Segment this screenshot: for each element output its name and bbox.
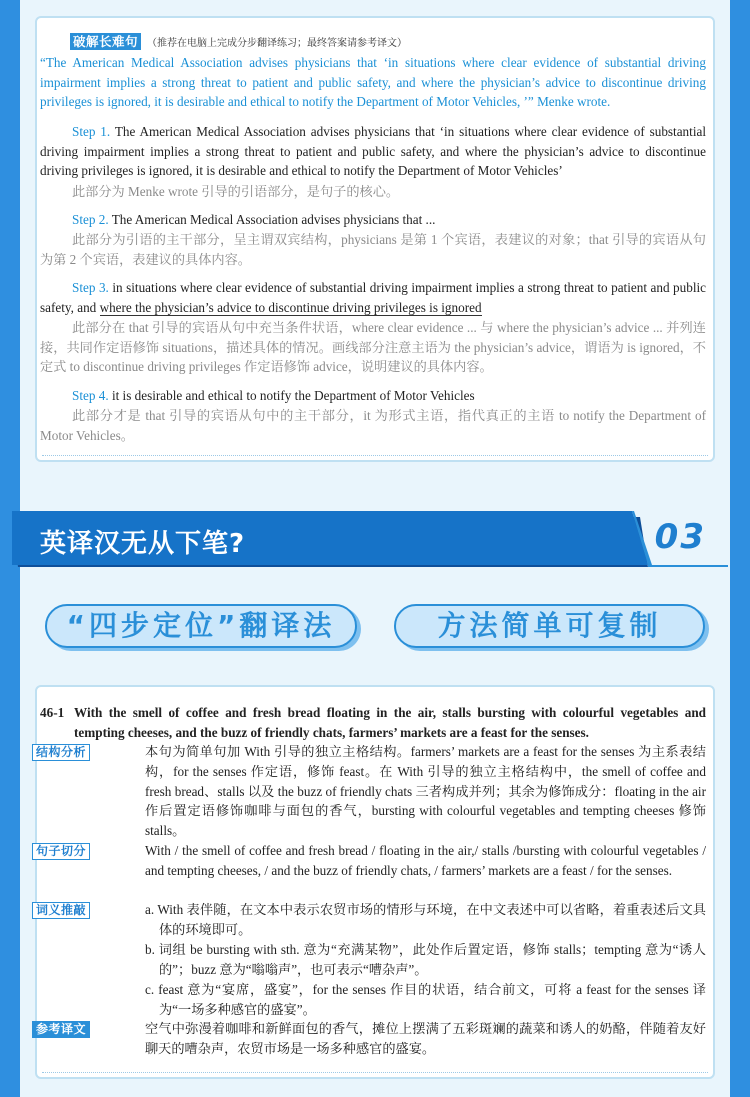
words-item-a: a. With 表伴随，在文本中表示农贸市场的情形与环境，在中文表述中可以省略，着重表述后文具体的环境即可。 bbox=[145, 902, 706, 937]
step-4-note: 此部分才是 that 引导的宾语从句中的主干部分，it 为形式主语，指代真正的主语 to notify the Department of Motor Vehicles。 bbox=[40, 408, 706, 443]
quote-paragraph: “The American Medical Association advises physicians that ‘in situations where clear evidence of substantial driving impairment implies a strong threat to patient and public safety, and where the physician’s advice to discontinue driving privileges is ignored, it is desirable and ethical to notify the Department of Motor Vehicles, ’” Menke wrote. bbox=[40, 55, 706, 109]
method-pill: “四步定位”翻译法 bbox=[45, 604, 357, 648]
words-item-b: b. 词组 be bursting with sth. 意为“充满某物”，此处作后置定语，修饰 stalls；tempting 意为“诱人的”；buzz 意为“嗡嗡声”，也可表示“嘈杂声”。 bbox=[145, 942, 706, 977]
split-tag: 句子切分 bbox=[32, 843, 90, 860]
translation-text: 空气中弥漫着咖啡和新鲜面包的香气，摊位上摆满了五彩斑斓的蔬菜和诱人的奶酪，伴随着友好聊天的嘈杂声，农贸市场是一场多种感官的盛宴。 bbox=[145, 1021, 706, 1056]
step-label: Step 1. bbox=[72, 124, 111, 139]
step-label: Step 4. bbox=[72, 388, 109, 403]
step-3-note: 此部分在 that 引导的宾语从句中充当条件状语，where clear evidence ... 与 where the physician’s advice ... 并列连接，共同作定语修饰 situations，描述具体的情况。画线部分注意主语为 the physician’s advice，谓语为 is ignored，不定式 to discontinue driving privileges 作定语修饰 advice，说明建议的具体内容。 bbox=[40, 320, 706, 374]
step-4-text: Step 4. it is desirable and ethical to notify the Department of Motor Vehicles bbox=[72, 388, 475, 403]
step-1-note: 此部分为 Menke wrote 引导的引语部分，是句子的核心。 bbox=[72, 184, 400, 199]
step-3-text: Step 3. in situations where clear evidence of substantial driving impairment implies a strong threat to patient and public safety, and where the physician’s advice to discontinue driving privileges is ignored bbox=[40, 280, 706, 315]
banner-number: 03 bbox=[654, 517, 706, 557]
question-number: 46-1 bbox=[40, 705, 65, 720]
question-text: With the smell of coffee and fresh bread floating in the air, stalls bursting with colourful vegetables and tempting cheeses, and the buzz of friendly chats, farmers’ markets are a feast for the senses. bbox=[74, 705, 706, 740]
section-tag: 破解长难句 bbox=[70, 33, 141, 50]
translation-tag: 参考译文 bbox=[32, 1021, 90, 1038]
question-sentence bbox=[40, 703, 706, 743]
step-label: Step 3. bbox=[72, 280, 109, 295]
section-banner bbox=[12, 511, 728, 569]
step-2-text: Step 2. The American Medical Association advises physicians that ... bbox=[72, 212, 436, 227]
structure-text: 本句为简单句加 With 引导的独立主格结构。farmers’ markets are a feast for the senses 为主系表结构，for the senses 作定语，修饰 feast。在 With 引导的独立主格结构中，the smell of coffee and fresh bread、stalls 以及 the buzz of friendly chats 三者构成并列；其余为修饰成分：floating in the air 作后置定语修饰咖啡与面包的香气，bursting with colourful vegetables and tempting cheeses 修饰 stalls。 bbox=[145, 744, 706, 839]
step-2-note: 此部分为引语的主干部分，呈主谓双宾结构，physicians 是第 1 个宾语，表建议的对象；that 引导的宾语从句为第 2 个宾语，表建议的具体内容。 bbox=[40, 232, 706, 267]
words-tag: 词义推敲 bbox=[32, 902, 90, 919]
structure-tag: 结构分析 bbox=[32, 744, 90, 761]
split-text: With / the smell of coffee and fresh bread / floating in the air,/ stalls /bursting with colourful vegetables / and tempting cheeses, / and the buzz of friendly chats, / farmers’ markets are a feast / for the senses. bbox=[145, 843, 706, 878]
feature-pill: 方法简单可复制 bbox=[394, 604, 705, 648]
banner-title: 英译汉无从下笔? bbox=[40, 529, 246, 559]
underlined-clause: where the physician’s advice to discontinue driving privileges is ignored bbox=[99, 299, 482, 315]
step-1-text: Step 1. The American Medical Association advises physicians that ‘in situations where clear evidence of substantial driving impairment implies a strong threat to patient and public safety, and where the physician’s advice to discontinue driving privileges is ignored, it is desirable and ethical to notify the Department of Motor Vehicles’ bbox=[40, 124, 706, 178]
words-item-c: c. feast 意为“宴席，盛宴”，for the senses 作目的状语，结合前文，可将 a feast for the senses 译为“一场多种感官的盛宴”。 bbox=[145, 982, 706, 1017]
hint-text: （推荐在电脑上完成分步翻译练习；最终答案请参考译文） bbox=[147, 38, 408, 49]
step-label: Step 2. bbox=[72, 212, 109, 227]
card1-header bbox=[70, 33, 407, 51]
